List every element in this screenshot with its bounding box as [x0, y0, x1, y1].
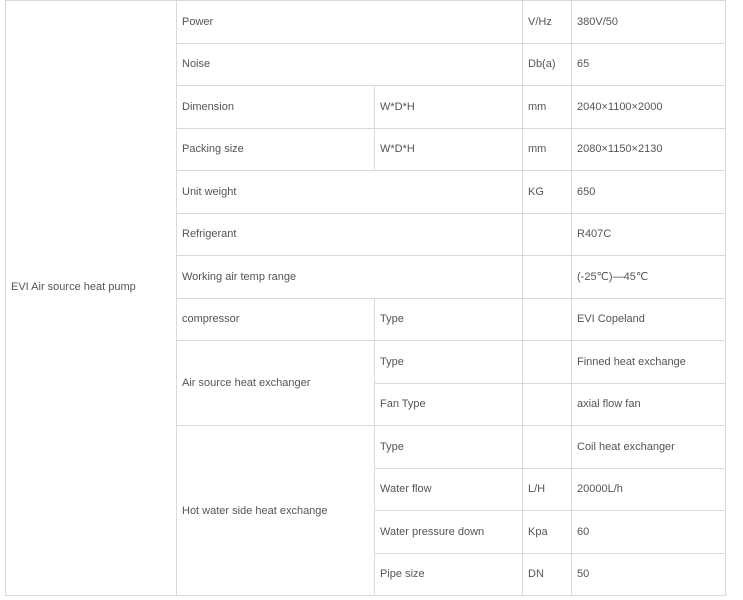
spec-unit: [523, 383, 572, 426]
spec-value: 650: [572, 171, 726, 214]
spec-item: Refrigerant: [177, 213, 523, 256]
table-row-compressor: [6, 298, 726, 341]
product-blank-cell: [6, 468, 177, 511]
product-blank-cell: [6, 341, 177, 384]
spec-unit: mm: [523, 128, 572, 171]
spec-value: 20000L/h: [572, 468, 726, 511]
product-blank-cell: [6, 511, 177, 554]
spec-value: EVI Copeland: [572, 298, 726, 341]
spec-subitem: Water flow: [375, 468, 523, 511]
product-blank-cell: [6, 426, 177, 469]
spec-unit: L/H: [523, 468, 572, 511]
spec-value: 60: [572, 511, 726, 554]
spec-unit: Db(a): [523, 43, 572, 86]
spec-unit: DN: [523, 553, 572, 596]
spec-subitem: Water pressure down: [375, 511, 523, 554]
spec-value: 2040×1100×2000: [572, 86, 726, 129]
table-row-air-hx-type: [6, 341, 726, 384]
spec-item: Air source heat exchanger: [177, 341, 375, 426]
spec-value: R407C: [572, 213, 726, 256]
table-row-power: [6, 1, 726, 44]
spec-value: 380V/50: [572, 1, 726, 44]
spec-subitem: Type: [375, 426, 523, 469]
spec-value: (-25℃)—45℃: [572, 256, 726, 299]
spec-value: 50: [572, 553, 726, 596]
spec-subitem: Type: [375, 341, 523, 384]
spec-value: Finned heat exchange: [572, 341, 726, 384]
spec-item: Power: [177, 1, 523, 44]
spec-item: Packing size: [177, 128, 375, 171]
spec-item: Dimension: [177, 86, 375, 129]
spec-subitem: Pipe size: [375, 553, 523, 596]
spec-table: [5, 0, 726, 596]
spec-subitem: Fan Type: [375, 383, 523, 426]
spec-unit: [523, 213, 572, 256]
spec-unit: [523, 298, 572, 341]
spec-subitem: W*D*H: [375, 128, 523, 171]
spec-item: Unit weight: [177, 171, 523, 214]
spec-item: Noise: [177, 43, 523, 86]
spec-unit: V/Hz: [523, 1, 572, 44]
spec-subitem: W*D*H: [375, 86, 523, 129]
spec-unit: mm: [523, 86, 572, 129]
spec-unit: [523, 341, 572, 384]
product-blank-cell: [6, 553, 177, 596]
spec-value: axial flow fan: [572, 383, 726, 426]
product-blank-cell: [6, 383, 177, 426]
table-row-water-hx-type: [6, 426, 726, 469]
spec-value: Coil heat exchanger: [572, 426, 726, 469]
spec-value: 65: [572, 43, 726, 86]
spec-item: compressor: [177, 298, 375, 341]
spec-item: Working air temp range: [177, 256, 523, 299]
spec-item: Hot water side heat exchange: [177, 426, 375, 596]
product-blank-cell: [6, 298, 177, 341]
spec-unit: KG: [523, 171, 572, 214]
product-name-cell: EVI Air source heat pump: [6, 1, 177, 299]
spec-unit: Kpa: [523, 511, 572, 554]
spec-value: 2080×1150×2130: [572, 128, 726, 171]
spec-subitem: Type: [375, 298, 523, 341]
spec-unit: [523, 426, 572, 469]
spec-unit: [523, 256, 572, 299]
